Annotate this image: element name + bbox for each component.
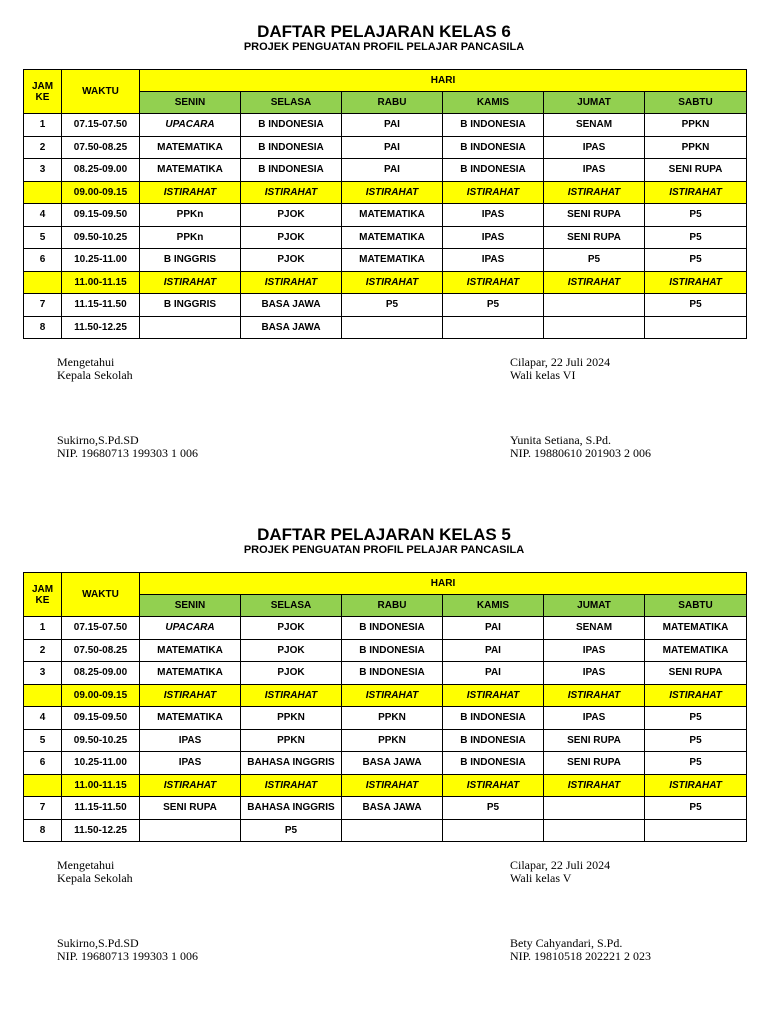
cell-subject: ISTIRAHAT [140,181,241,204]
sig-role: Kepala Sekolah [57,368,133,382]
cell-subject: MATEMATIKA [342,204,443,227]
cell-jam [24,774,62,797]
cell-subject: SENI RUPA [140,797,241,820]
cell-subject: MATEMATIKA [342,249,443,272]
cell-waktu: 09.50-10.25 [62,729,140,752]
cell-subject: PPKN [342,729,443,752]
cell-subject: PJOK [241,617,342,640]
cell-subject: P5 [645,729,747,752]
cell-subject: ISTIRAHAT [645,181,747,204]
header-day-senin: SENIN [140,595,241,617]
table-row [24,797,747,820]
cell-waktu: 09.00-09.15 [62,684,140,707]
cell-subject: PAI [443,639,544,662]
header-jam-label: JAM KE [31,80,54,103]
sig-name: Yunita Setiana, S.Pd. [510,433,611,447]
cell-jam: 2 [24,136,62,159]
schedule-subtitle: PROJEK PENGUATAN PROFIL PELAJAR PANCASILA [243,544,525,556]
cell-subject: B INDONESIA [443,752,544,775]
table-row [24,752,747,775]
cell-subject: ISTIRAHAT [544,181,645,204]
cell-waktu: 11.50-12.25 [62,819,140,842]
table-row [24,819,747,842]
cell-subject: P5 [645,707,747,730]
cell-jam: 4 [24,707,62,730]
header-jam-ke [24,70,62,114]
cell-jam: 1 [24,114,62,137]
schedule-title: DAFTAR PELAJARAN KELAS 6 [257,22,511,41]
cell-subject: PJOK [241,226,342,249]
cell-subject: B INDONESIA [241,136,342,159]
cell-subject: ISTIRAHAT [241,271,342,294]
cell-subject: BASA JAWA [241,294,342,317]
cell-jam: 3 [24,159,62,182]
sig-place-date: Cilapar, 22 Juli 2024 [510,355,611,369]
cell-subject: PPKN [241,707,342,730]
cell-jam [24,181,62,204]
cell-subject: PPKn [140,226,241,249]
cell-subject: PPKN [645,114,747,137]
sig-role: Wali kelas V [510,871,572,885]
cell-subject: IPAS [544,662,645,685]
cell-subject: UPACARA [140,617,241,640]
cell-subject: IPAS [140,752,241,775]
sig-nip: NIP. 19680713 199303 1 006 [57,446,199,460]
cell-jam [24,271,62,294]
cell-subject: BAHASA INGGRIS [241,797,342,820]
cell-subject [544,819,645,842]
sig-mengetahui: Mengetahui [57,858,115,872]
header-day-kamis: KAMIS [443,595,544,617]
cell-subject: IPAS [443,226,544,249]
cell-subject: BAHASA INGGRIS [241,752,342,775]
table-row [24,316,747,339]
cell-subject: MATEMATIKA [645,639,747,662]
cell-subject: IPAS [443,204,544,227]
cell-subject: ISTIRAHAT [443,684,544,707]
cell-subject: PAI [342,114,443,137]
cell-jam: 6 [24,752,62,775]
cell-waktu: 10.25-11.00 [62,249,140,272]
cell-subject: SENAM [544,114,645,137]
table-row [24,159,747,182]
cell-subject: ISTIRAHAT [443,271,544,294]
cell-waktu: 11.15-11.50 [62,294,140,317]
sig-role: Kepala Sekolah [57,871,133,885]
cell-subject: PAI [342,136,443,159]
cell-subject [443,316,544,339]
cell-waktu: 11.15-11.50 [62,797,140,820]
cell-subject: P5 [443,797,544,820]
header-hari: HARI [140,70,747,92]
header-day-sabtu: SABTU [645,595,747,617]
cell-subject: B INDONESIA [443,707,544,730]
cell-subject: PPKN [241,729,342,752]
table-row [24,662,747,685]
table-row [24,136,747,159]
table-row [24,249,747,272]
sig-nip: NIP. 19810518 202221 2 023 [510,949,652,963]
header-day-sabtu: SABTU [645,92,747,114]
left-signature-block [57,859,198,963]
cell-jam: 5 [24,226,62,249]
cell-waktu: 08.25-09.00 [62,662,140,685]
table-row [24,707,747,730]
cell-subject: B INDONESIA [443,159,544,182]
cell-subject: PAI [443,617,544,640]
cell-jam: 2 [24,639,62,662]
right-signature-block [510,356,651,460]
cell-subject: SENI RUPA [544,729,645,752]
cell-jam [24,684,62,707]
cell-subject: P5 [241,819,342,842]
cell-subject: SENAM [544,617,645,640]
cell-subject: ISTIRAHAT [645,684,747,707]
table-row [24,639,747,662]
sig-nip: NIP. 19680713 199303 1 006 [57,949,199,963]
cell-jam: 1 [24,617,62,640]
cell-subject: B INDONESIA [443,136,544,159]
cell-subject [140,316,241,339]
cell-jam: 4 [24,204,62,227]
cell-subject: PPKN [645,136,747,159]
cell-jam: 6 [24,249,62,272]
cell-subject [443,819,544,842]
cell-subject: ISTIRAHAT [443,774,544,797]
cell-subject: B INDONESIA [443,729,544,752]
cell-subject: SENI RUPA [645,159,747,182]
sig-name: Bety Cahyandari, S.Pd. [510,936,623,950]
break-row [24,684,747,707]
cell-subject: PPKn [140,204,241,227]
header-jam-label: JAM KE [31,583,54,606]
cell-subject: BASA JAWA [342,752,443,775]
cell-subject [140,819,241,842]
cell-subject: B INDONESIA [443,114,544,137]
cell-subject: PAI [443,662,544,685]
cell-jam: 8 [24,316,62,339]
cell-subject: ISTIRAHAT [241,181,342,204]
cell-subject: ISTIRAHAT [342,774,443,797]
cell-subject: P5 [645,797,747,820]
cell-subject: ISTIRAHAT [544,271,645,294]
header-day-senin: SENIN [140,92,241,114]
cell-waktu: 09.00-09.15 [62,181,140,204]
header-day-rabu: RABU [342,92,443,114]
cell-subject: MATEMATIKA [140,136,241,159]
right-signature-block [510,859,651,963]
header-day-selasa: SELASA [241,92,342,114]
cell-subject: SENI RUPA [544,752,645,775]
cell-jam: 3 [24,662,62,685]
sig-mengetahui: Mengetahui [57,355,115,369]
cell-subject: PPKN [342,707,443,730]
cell-waktu: 07.15-07.50 [62,617,140,640]
sig-name: Sukirno,S.Pd.SD [57,936,139,950]
cell-subject [544,316,645,339]
cell-waktu: 09.15-09.50 [62,204,140,227]
cell-jam: 5 [24,729,62,752]
cell-waktu: 11.50-12.25 [62,316,140,339]
cell-subject: B INGGRIS [140,249,241,272]
cell-subject: ISTIRAHAT [544,684,645,707]
table-row [24,294,747,317]
cell-subject: BASA JAWA [342,797,443,820]
cell-waktu: 09.50-10.25 [62,226,140,249]
sig-role: Wali kelas VI [510,368,576,382]
cell-subject: ISTIRAHAT [140,271,241,294]
cell-subject: ISTIRAHAT [342,271,443,294]
cell-subject: IPAS [544,707,645,730]
cell-subject: ISTIRAHAT [342,181,443,204]
sig-name: Sukirno,S.Pd.SD [57,433,139,447]
cell-waktu: 07.50-08.25 [62,136,140,159]
cell-subject: PAI [342,159,443,182]
cell-subject: IPAS [544,159,645,182]
cell-subject: ISTIRAHAT [241,774,342,797]
cell-subject: BASA JAWA [241,316,342,339]
left-signature-block [57,356,198,460]
cell-subject: MATEMATIKA [140,159,241,182]
cell-subject: P5 [645,204,747,227]
table-row [24,114,747,137]
cell-jam: 7 [24,294,62,317]
cell-subject: PJOK [241,249,342,272]
cell-subject: ISTIRAHAT [140,774,241,797]
header-waktu: WAKTU [62,573,140,617]
sig-nip: NIP. 19880610 201903 2 006 [510,446,652,460]
cell-subject: MATEMATIKA [140,639,241,662]
cell-subject: ISTIRAHAT [544,774,645,797]
cell-subject [645,819,747,842]
cell-subject: B INGGRIS [140,294,241,317]
header-day-rabu: RABU [342,595,443,617]
cell-subject [342,819,443,842]
header-hari: HARI [140,573,747,595]
cell-subject: B INDONESIA [342,639,443,662]
cell-jam: 8 [24,819,62,842]
cell-subject [544,797,645,820]
cell-subject: P5 [645,226,747,249]
cell-jam: 7 [24,797,62,820]
table-row [24,617,747,640]
cell-subject: PJOK [241,639,342,662]
cell-subject: SENI RUPA [544,204,645,227]
cell-waktu: 08.25-09.00 [62,159,140,182]
schedule-subtitle: PROJEK PENGUATAN PROFIL PELAJAR PANCASILA [243,41,525,53]
cell-subject: P5 [645,249,747,272]
cell-subject: IPAS [140,729,241,752]
cell-subject: P5 [443,294,544,317]
header-day-jumat: JUMAT [544,595,645,617]
cell-waktu: 10.25-11.00 [62,752,140,775]
cell-subject [544,294,645,317]
header-day-selasa: SELASA [241,595,342,617]
break-row [24,271,747,294]
cell-subject: MATEMATIKA [645,617,747,640]
cell-subject: P5 [645,294,747,317]
header-day-jumat: JUMAT [544,92,645,114]
cell-waktu: 07.15-07.50 [62,114,140,137]
cell-subject: SENI RUPA [544,226,645,249]
cell-subject: B INDONESIA [342,662,443,685]
cell-subject: ISTIRAHAT [342,684,443,707]
cell-subject: IPAS [544,136,645,159]
cell-subject: IPAS [544,639,645,662]
table-row [24,729,747,752]
cell-subject [645,316,747,339]
schedule-title: DAFTAR PELAJARAN KELAS 5 [257,525,511,544]
cell-subject: ISTIRAHAT [645,271,747,294]
cell-subject: MATEMATIKA [140,707,241,730]
table-row [24,226,747,249]
sig-place-date: Cilapar, 22 Juli 2024 [510,858,611,872]
cell-subject: ISTIRAHAT [140,684,241,707]
cell-subject: MATEMATIKA [342,226,443,249]
cell-subject: B INDONESIA [241,114,342,137]
cell-subject: B INDONESIA [241,159,342,182]
cell-subject: UPACARA [140,114,241,137]
cell-subject: IPAS [443,249,544,272]
cell-subject [342,316,443,339]
header-day-kamis: KAMIS [443,92,544,114]
cell-waktu: 11.00-11.15 [62,774,140,797]
cell-subject: P5 [342,294,443,317]
break-row [24,181,747,204]
cell-subject: SENI RUPA [645,662,747,685]
cell-subject: MATEMATIKA [140,662,241,685]
cell-subject: PJOK [241,662,342,685]
cell-subject: B INDONESIA [342,617,443,640]
cell-subject: ISTIRAHAT [645,774,747,797]
header-jam-ke [24,573,62,617]
header-waktu: WAKTU [62,70,140,114]
break-row [24,774,747,797]
cell-waktu: 07.50-08.25 [62,639,140,662]
schedule-table [23,572,747,842]
cell-waktu: 11.00-11.15 [62,271,140,294]
cell-waktu: 09.15-09.50 [62,707,140,730]
cell-subject: P5 [544,249,645,272]
cell-subject: ISTIRAHAT [241,684,342,707]
cell-subject: ISTIRAHAT [443,181,544,204]
schedule-table [23,69,747,339]
cell-subject: P5 [645,752,747,775]
table-row [24,204,747,227]
cell-subject: PJOK [241,204,342,227]
